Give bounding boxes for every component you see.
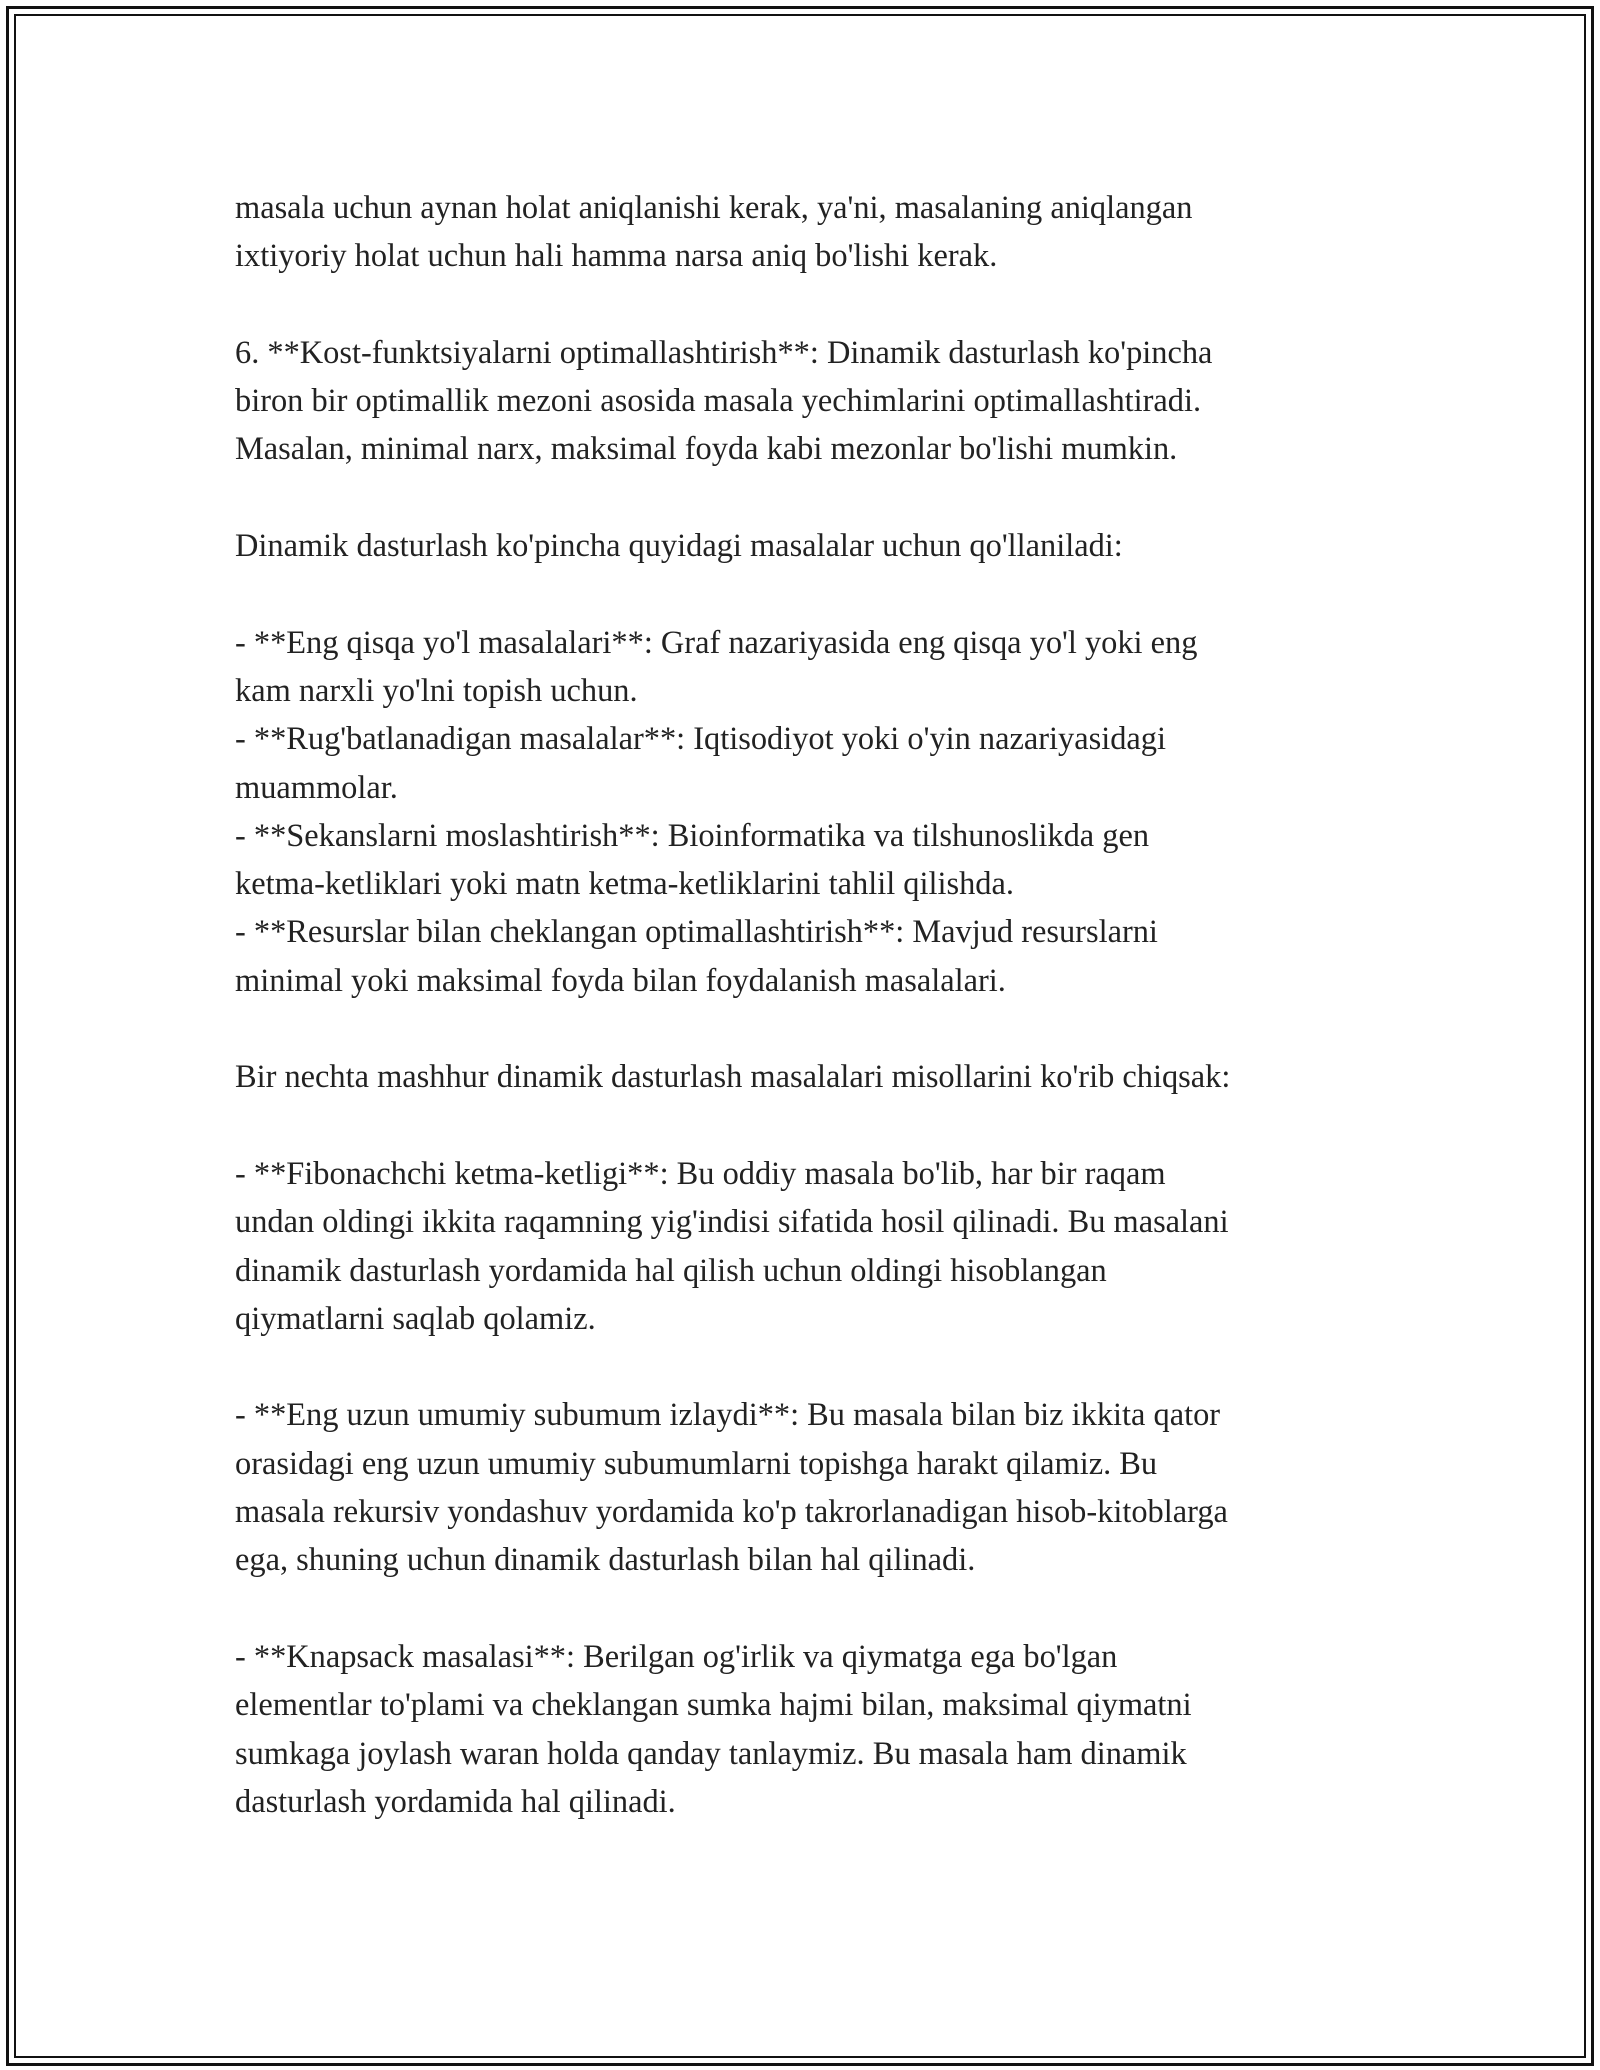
text-line: qiymatlarni saqlab qolamiz. — [235, 1300, 596, 1337]
paragraph — [235, 329, 1375, 474]
paragraph-gap — [235, 570, 1375, 618]
text-line: 6. **Kost-funktsiyalarni optimallashtirish**: Dinamik dasturlash ko'pincha — [235, 334, 1213, 371]
document-body — [235, 184, 1375, 1826]
text-line: kam narxli yo'lni topish uchun. — [235, 672, 638, 709]
text-line: undan oldingi ikkita raqamning yig'indisi sifatida hosil qilinadi. Bu masalani — [235, 1204, 1229, 1241]
paragraph — [235, 1053, 1375, 1101]
paragraph — [235, 619, 1375, 1005]
paragraph — [235, 1150, 1375, 1343]
text-line: - **Fibonachchi ketma-ketligi**: Bu oddiy masala bo'lib, har bir raqam — [235, 1155, 1166, 1192]
text-line: - **Eng qisqa yo'l masalalari**: Graf nazariyasida eng qisqa yo'l yoki eng — [235, 624, 1198, 661]
paragraph-gap — [235, 281, 1375, 329]
paragraph-gap — [235, 474, 1375, 522]
paragraph-gap — [235, 1005, 1375, 1053]
text-line: ega, shuning uchun dinamik dasturlash bilan hal qilinadi. — [235, 1542, 976, 1579]
text-line: Masalan, minimal narx, maksimal foyda kabi mezonlar bo'lishi mumkin. — [235, 431, 1178, 468]
paragraph — [235, 184, 1375, 281]
text-line: dinamik dasturlash yordamida hal qilish uchun oldingi hisoblangan — [235, 1252, 1107, 1289]
text-line: minimal yoki maksimal foyda bilan foydalanish masalalari. — [235, 962, 1006, 999]
text-line: masala rekursiv yondashuv yordamida ko'p takrorlanadigan hisob-kitoblarga — [235, 1494, 1228, 1531]
text-line: Bir nechta mashhur dinamik dasturlash masalalari misollarini ko'rib chiqsak: — [235, 1059, 1231, 1096]
text-line: biron bir optimallik mezoni asosida masala yechimlarini optimallashtiradi. — [235, 383, 1202, 420]
text-line: Dinamik dasturlash ko'pincha quyidagi masalalar uchun qo'llaniladi: — [235, 528, 1123, 565]
paragraph-gap — [235, 1585, 1375, 1633]
text-line: - **Rug'batlanadigan masalalar**: Iqtisodiyot yoki o'yin nazariyasidagi — [235, 721, 1166, 758]
text-line: elementlar to'plami va cheklangan sumka hajmi bilan, maksimal qiymatni — [235, 1687, 1192, 1724]
text-line: muammolar. — [235, 769, 398, 806]
text-line: - **Knapsack masalasi**: Berilgan og'irlik va qiymatga ega bo'lgan — [235, 1638, 1118, 1675]
paragraph-gap — [235, 1102, 1375, 1150]
text-line: ketma-ketliklari yoki matn ketma-ketliklarini tahlil qilishda. — [235, 866, 1014, 903]
text-line: sumkaga joylash waran holda qanday tanlaymiz. Bu masala ham dinamik — [235, 1735, 1187, 1772]
text-line: ixtiyoriy holat uchun hali hamma narsa aniq bo'lishi kerak. — [235, 238, 998, 275]
paragraph — [235, 1633, 1375, 1826]
text-line: - **Eng uzun umumiy subumum izlaydi**: Bu masala bilan biz ikkita qator — [235, 1397, 1221, 1434]
paragraph — [235, 1391, 1375, 1584]
text-line: orasidagi eng uzun umumiy subumumlarni topishga harakt qilamiz. Bu — [235, 1445, 1158, 1482]
text-line: masala uchun aynan holat aniqlanishi kerak, ya'ni, masalaning aniqlangan — [235, 190, 1193, 226]
text-line: dasturlash yordamida hal qilinadi. — [235, 1783, 676, 1820]
text-line: - **Resurslar bilan cheklangan optimallashtirish**: Mavjud resurslarni — [235, 914, 1158, 951]
text-line: - **Sekanslarni moslashtirish**: Bioinformatika va tilshunoslikda gen — [235, 817, 1150, 854]
paragraph — [235, 522, 1375, 570]
paragraph-gap — [235, 1343, 1375, 1391]
